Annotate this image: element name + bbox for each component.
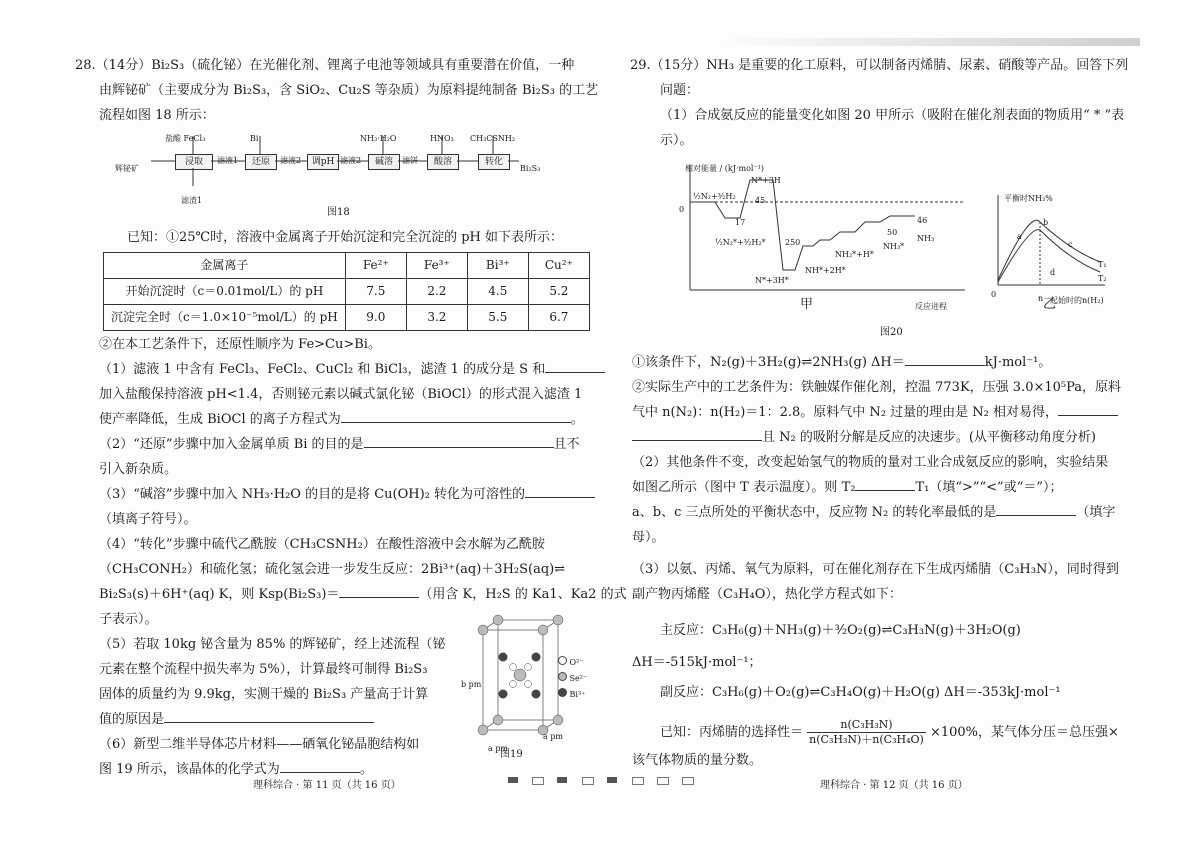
q28-part2-end: 且不 (553, 437, 580, 452)
arrow-label-1: 滤液1 (217, 156, 239, 165)
q28-part3-text: （3）“碱溶”步骤中加入 NH₃·H₂O 的目的是将 Cu(OH)₂ 转化为可溶性的 (99, 487, 526, 502)
q28-part5-line4 (99, 707, 374, 732)
table-cell: 5.2 (528, 279, 589, 305)
eq-point-b: b (1043, 218, 1049, 227)
step-reduce: 还原 (245, 154, 277, 170)
q28-header: 28.（14分）Bi₂S₃（硫化铋）在光催化剂、锂离子电池等领域具有重要潜在价值，一种 (75, 58, 575, 73)
table-cell: 开始沉淀时（c＝0.01mol/L）的 pH (104, 279, 346, 305)
ph-table (103, 252, 590, 331)
q29-part1-q2-line2 (632, 400, 1118, 425)
q29-part2-line4: 母）。 (632, 530, 665, 545)
q28-part4-line3 (99, 582, 627, 607)
q29-part2-end: T₁（填“>”“<”或“＝”）； (915, 480, 1063, 495)
answer-blank[interactable] (855, 476, 915, 491)
arrow-label-2: 滤液2 (280, 156, 302, 165)
q29-q2-end: 且 N₂ 的吸附分解是反应的决速步。(从平衡移动角度分析) (762, 430, 1096, 445)
table-header-cell: Fe²⁺ (345, 253, 406, 279)
fig19-a-label: a pm (543, 732, 564, 741)
q28-part5-line1: （5）若取 10kg 铋含量为 85% 的辉铋矿，经上述流程（铋 (99, 637, 446, 652)
step-convert: 转化 (478, 154, 510, 170)
eq-curve-t2: T₂ (1098, 274, 1107, 283)
page-marker (607, 777, 617, 783)
panel-label-b: 乙 (1043, 297, 1057, 312)
legend-se-label: Se²⁻ (569, 674, 588, 683)
page-footer-left: 理科综合 · 第 11 页（共 16 页） (253, 780, 401, 791)
table-cell: 7.5 (345, 279, 406, 305)
eq-point-a: a (1017, 232, 1022, 241)
step-leach: 浸取 (175, 154, 213, 170)
fig19-b-label: b pm (461, 680, 482, 689)
energy-value-17: 17 (735, 218, 746, 227)
fig19-a-label-2: a pm (488, 744, 509, 753)
main-reaction: 主反应：C₃H₆(g)＋NH₃(g)＋³⁄₂O₂(g)⇌C₃H₃N(g)＋3H₂O(g) (660, 623, 1021, 638)
q28-part1-text: （1）滤液 1 中含有 FeCl₃、FeCl₂、CuCl₂ 和 BiCl₃，滤渣 1 的成分是 S 和 (99, 362, 546, 377)
known-2: ②在本工艺条件下，还原性顺序为 Fe>Cu>Bi。 (99, 337, 381, 352)
q28-part5-line3: 固体的质量约为 9.9kg，实测干燥的 Bi₂S₃ 产量高于计算 (99, 687, 429, 702)
q28-part2-line1 (99, 432, 580, 457)
q28-part5-line2: 元素在整个流程中损失率为 5%），计算最终可制得 Bi₂S₃ (99, 662, 428, 677)
step-acid-dissolve: 酸溶 (427, 154, 459, 170)
legend-o-label: O²⁻ (569, 658, 584, 667)
legend-item (558, 655, 587, 671)
table-header-cell: Cu²⁺ (528, 253, 589, 279)
table-cell: 沉淀完全时（c＝1.0×10⁻⁵mol/L）的 pH (104, 305, 346, 331)
q28-part2-line2: 引入新杂质。 (99, 462, 178, 477)
energy-state: NH₃* (883, 242, 905, 251)
q28-part3-line1 (99, 482, 595, 507)
reagent-ch3csnh2: CH₃CSNH₂ (470, 134, 516, 143)
q29-part1-q1 (632, 350, 1051, 375)
eq-ylabel: 平衡时NH₃% (1004, 194, 1053, 203)
arrow-label-4: 滤饼 (402, 156, 418, 165)
energy-value-250: 250 (785, 238, 801, 247)
table-header-cell: Bi³⁺ (467, 253, 528, 279)
q29-part2-line3 (632, 500, 1115, 525)
main-reaction-dh: ΔH＝-515kJ·mol⁻¹； (632, 655, 762, 670)
eq-n-label: n (1038, 294, 1044, 303)
energy-state: N*+3H (751, 176, 781, 185)
fraction-denominator: n(C₃H₃N)＋n(C₃H₄O) (809, 733, 924, 746)
panel-label-a: 甲 (800, 297, 814, 312)
energy-value-45: 45 (755, 196, 766, 205)
q29-part1-q2-line3 (632, 425, 1096, 450)
answer-blank[interactable] (632, 426, 762, 441)
q28-part5-text: 值的原因是 (99, 712, 165, 727)
selectivity-fraction (807, 718, 926, 747)
q29-part2-line1: （2）其他条件不变，改变起始氢气的物质的量对工业合成氨反应的影响，实验结果 (632, 455, 1109, 470)
page-marker (682, 777, 694, 785)
selectivity-text: 已知：丙烯腈的选择性＝ (660, 725, 804, 740)
reagent-hcl-fecl3: 盐酸 FeCl₃ (165, 134, 206, 143)
legend-item (558, 687, 587, 703)
q29-header: 29.（15分）NH₃ 是重要的化工原料，可以制备丙烯腈、尿素、硝酸等产品。回答下列 (630, 58, 1129, 73)
q28-part4-text: Bi₂S₃(s)＋6H⁺(aq) K，则 Ksp(Bi₂S₃)＝ (99, 587, 340, 602)
q28-part1-line1 (99, 357, 605, 382)
known-1: 已知：①25℃时，溶液中金属离子开始沉淀和完全沉淀的 pH 如下表所示： (127, 230, 564, 245)
energy-state: ½N₂+³⁄₂H₂ (693, 192, 736, 201)
q28-line2: 由辉铋矿（主要成分为 Bi₂S₃，含 SiO₂、Cu₂S 等杂质）为原料提纯制备 Bi₂S₃ 的工艺 (99, 83, 599, 98)
energy-zero: 0 (679, 205, 685, 214)
table-header-cell: 金属离子 (104, 253, 346, 279)
page-marker (532, 777, 544, 785)
q28-part1-text: 使产率降低，生成 BiOCl 的离子方程式为 (99, 412, 341, 427)
page-marker (582, 777, 594, 785)
table-cell: 4.5 (467, 279, 528, 305)
table-header-row (104, 253, 590, 279)
answer-blank[interactable] (164, 708, 374, 723)
fig19-caption: 图19 (500, 749, 523, 760)
energy-state: N*+3H* (755, 276, 789, 285)
fraction-numerator: n(C₃H₃N) (807, 718, 926, 733)
energy-state: NH*+2H* (805, 266, 846, 275)
q29-part3-line1: （3）以氨、丙烯、氧气为原料，可在催化剂存在下生成丙烯腈（C₃H₃N），同时得到 (632, 562, 1119, 577)
q28-line3: 流程如图 18 所示： (99, 108, 215, 123)
q29-part2-text-2: a、b、c 三点所处的平衡状态中，反应物 N₂ 的转化率最低的是 (632, 505, 997, 520)
reagent-hno3: HNO₃ (430, 134, 454, 143)
q28-part6-line2: 图 19 所示，该晶体的化学式为 。 (99, 757, 373, 782)
page-footer-right: 理科综合 · 第 12 页（共 16 页） (820, 780, 968, 791)
q28-part4-line4: 子表示）。 (99, 612, 158, 627)
energy-state: NH₃ (917, 234, 935, 243)
eq-origin: 0 (991, 290, 997, 299)
energy-value-50: 50 (887, 228, 898, 237)
fig20-energy-diagram (675, 160, 975, 310)
answer-blank[interactable] (996, 501, 1076, 516)
table-cell: 9.0 (345, 305, 406, 331)
energy-ylabel: 相对能量 / (kJ·mol⁻¹) (685, 164, 765, 173)
step-adjust-ph: 调pH (307, 154, 339, 170)
q28-part2-text: （2）“还原”步骤中加入金属单质 Bi 的目的是 (99, 437, 364, 452)
q28-part4-line2: （CH₃CONH₂）和硫化氢；硫化氢会进一步发生反应：2Bi³⁺(aq)＋3H₂S(aq)⇌ (99, 562, 566, 577)
energy-xlabel: 反应进程 (915, 302, 947, 311)
page-marker (557, 777, 567, 783)
fig20-equilibrium-chart (990, 190, 1110, 305)
legend-item (558, 671, 587, 687)
answer-blank[interactable] (525, 483, 595, 498)
q28-part4-line1: （4）“转化”步骤中硫代乙酰胺（CH₃CSNH₂）在酸性溶液中会水解为乙酰胺 (99, 537, 545, 552)
table-cell: 5.5 (467, 305, 528, 331)
answer-blank[interactable] (339, 583, 419, 598)
fig18-caption: 图18 (327, 207, 350, 218)
legend-bi-label: Bi³⁺ (569, 690, 586, 699)
answer-blank[interactable] (545, 358, 605, 373)
ore-label: 辉铋矿 (115, 164, 139, 173)
residue-label: 滤渣1 (181, 196, 203, 205)
table-cell: 2.2 (406, 279, 467, 305)
q29-line2: 问题： (660, 83, 700, 98)
q28-part1-line3: 使产率降低，生成 BiOCl 的离子方程式为 。 (99, 407, 584, 432)
flow-arrows (115, 124, 555, 204)
answer-blank[interactable] (905, 351, 985, 366)
fig20-caption: 图20 (880, 327, 903, 338)
energy-value-46: 46 (917, 216, 928, 225)
q29-part2-end-2: （填字 (1076, 505, 1116, 520)
q29-part1-q2-line1: ②实际生产中的工艺条件为：铁触媒作催化剂，控温 773K，压强 3.0×10⁵Pa，原料 (632, 380, 1122, 395)
answer-blank[interactable] (364, 433, 554, 448)
q29-q1-text: ①该条件下，N₂(g)＋3H₂(g)⇌2NH₃(g) ΔH＝ (632, 355, 905, 370)
q28-part6-text: 图 19 所示，该晶体的化学式为 (99, 762, 280, 777)
q28-part4-end: （用含 K，H₂S 的 Ka1、Ka2 的式 (419, 587, 627, 602)
page-marker (508, 777, 518, 783)
scan-shading (700, 38, 1140, 46)
fig19-legend (558, 655, 587, 703)
q29-q1-unit: kJ·mol⁻¹。 (984, 355, 1052, 370)
reagent-nh3: NH₃·H₂O (360, 134, 397, 143)
q29-part3-line2: 副产物丙烯醛（C₃H₄O），热化学方程式如下： (632, 587, 902, 602)
energy-state: NH₂*+H* (835, 250, 874, 259)
q29-part1-line1: （1）合成氨反应的能量变化如图 20 甲所示（吸附在催化剂表面的物质用“ * ”表 (660, 108, 1125, 123)
answer-blank[interactable] (1058, 401, 1118, 416)
q29-part1-line2: 示）。 (660, 133, 693, 148)
answer-blank[interactable] (280, 758, 360, 773)
page-marker (657, 777, 669, 785)
side-reaction: 副反应：C₃H₆(g)＋O₂(g)⇌C₃H₄O(g)＋H₂O(g) ΔH＝-353kJ·mol⁻¹ (660, 685, 1061, 700)
q28-part3-line2: （填离子符号）。 (99, 512, 197, 527)
q29-last-line: 该气体物质的量分数。 (632, 753, 763, 768)
selectivity-end: ×100%，某气体分压＝总压强× (929, 725, 1119, 740)
reagent-bi: Bi (250, 134, 259, 143)
step-base-dissolve: 碱溶 (368, 154, 400, 170)
flow-chart (115, 124, 555, 204)
eq-xlabel: 起始时的n(H₂) (1050, 296, 1104, 305)
eq-curve-t1: T₁ (1098, 260, 1107, 269)
table-cell: 3.2 (406, 305, 467, 331)
answer-blank[interactable] (341, 408, 571, 423)
page-marker (632, 777, 644, 785)
product-label: Bi₂S₃ (520, 164, 541, 173)
table-row (104, 305, 590, 331)
eq-point-c: c (1068, 240, 1073, 249)
arrow-label-3: 滤液2 (340, 156, 362, 165)
selectivity-formula (660, 718, 1119, 747)
q29-part2-text: 如图乙所示（图中 T 表示温度）。则 T₂ (632, 480, 856, 495)
energy-state: ½N₂*+³⁄₂H₂* (715, 238, 766, 247)
q29-part2-line2 (632, 475, 1063, 500)
eq-point-d: d (1050, 268, 1056, 277)
table-row (104, 279, 590, 305)
q28-part6-line1: （6）新型二维半导体芯片材料——硒氧化铋晶胞结构如 (99, 737, 420, 752)
table-header-cell: Fe³⁺ (406, 253, 467, 279)
q28-part1-line2: 加入盐酸保持溶液 pH<1.4，否则铋元素以碱式氯化铋（BiOCl）的形式混入滤渣 1 (99, 387, 583, 402)
q29-q2-text: 气中 n(N₂)：n(H₂)＝1：2.8。原料气中 N₂ 过量的理由是 N₂ 相对易得， (632, 405, 1058, 420)
table-cell: 6.7 (528, 305, 589, 331)
